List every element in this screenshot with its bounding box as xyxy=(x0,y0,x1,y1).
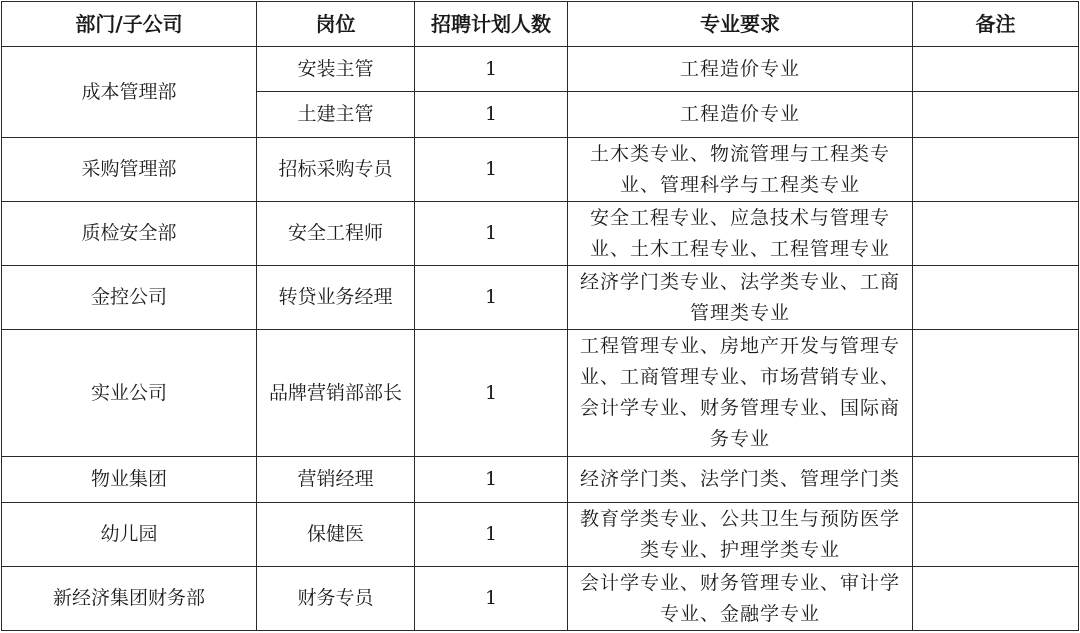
position-cell: 品牌营销部部长 xyxy=(257,330,415,457)
header-row xyxy=(2,2,1079,47)
table-row xyxy=(2,457,1079,503)
count-cell: 1 xyxy=(415,266,568,330)
requirements-cell: 土木类专业、物流管理与工程类专 业、管理科学与工程类专业 xyxy=(568,138,913,202)
count-cell: 1 xyxy=(415,47,568,92)
notes-cell xyxy=(913,503,1079,567)
requirements-cell: 经济学门类、法学门类、管理学门类 xyxy=(568,457,913,503)
position-cell: 财务专员 xyxy=(257,567,415,631)
position-cell: 安全工程师 xyxy=(257,202,415,266)
count-cell: 1 xyxy=(415,202,568,266)
requirements-cell: 经济学门类专业、法学类专业、工商 管理类专业 xyxy=(568,266,913,330)
position-cell: 招标采购专员 xyxy=(257,138,415,202)
count-cell: 1 xyxy=(415,330,568,457)
notes-cell xyxy=(913,138,1079,202)
table-row xyxy=(2,503,1079,567)
count-cell: 1 xyxy=(415,457,568,503)
count-cell: 1 xyxy=(415,503,568,567)
position-cell: 安装主管 xyxy=(257,47,415,92)
count-cell: 1 xyxy=(415,92,568,138)
requirements-cell: 工程造价专业 xyxy=(568,92,913,138)
position-cell: 营销经理 xyxy=(257,457,415,503)
position-cell: 转贷业务经理 xyxy=(257,266,415,330)
header-notes: 备注 xyxy=(913,2,1079,47)
table-row xyxy=(2,266,1079,330)
header-position: 岗位 xyxy=(257,2,415,47)
count-cell: 1 xyxy=(415,567,568,631)
notes-cell xyxy=(913,47,1079,92)
notes-cell xyxy=(913,266,1079,330)
requirements-cell: 工程造价专业 xyxy=(568,47,913,92)
table-row xyxy=(2,567,1079,631)
table-row xyxy=(2,202,1079,266)
table-row xyxy=(2,138,1079,202)
dept-cell: 质检安全部 xyxy=(2,202,257,266)
notes-cell xyxy=(913,567,1079,631)
requirements-cell: 会计学专业、财务管理专业、审计学 专业、金融学专业 xyxy=(568,567,913,631)
requirements-cell: 教育学类专业、公共卫生与预防医学 类专业、护理学类专业 xyxy=(568,503,913,567)
header-requirements: 专业要求 xyxy=(568,2,913,47)
notes-cell xyxy=(913,202,1079,266)
table-row xyxy=(2,330,1079,457)
requirements-cell: 工程管理专业、房地产开发与管理专 业、工商管理专业、市场营销专业、 会计学专业、财务管理专业、国际商 务专业 xyxy=(568,330,913,457)
dept-cell: 幼儿园 xyxy=(2,503,257,567)
header-count: 招聘计划人数 xyxy=(415,2,568,47)
position-cell: 保健医 xyxy=(257,503,415,567)
recruitment-table xyxy=(1,1,1079,631)
notes-cell xyxy=(913,457,1079,503)
dept-cell: 金控公司 xyxy=(2,266,257,330)
requirements-cell: 安全工程专业、应急技术与管理专 业、土木工程专业、工程管理专业 xyxy=(568,202,913,266)
dept-cell: 采购管理部 xyxy=(2,138,257,202)
count-cell: 1 xyxy=(415,138,568,202)
dept-cell: 实业公司 xyxy=(2,330,257,457)
header-dept: 部门/子公司 xyxy=(2,2,257,47)
table-row xyxy=(2,47,1079,92)
position-cell: 土建主管 xyxy=(257,92,415,138)
notes-cell xyxy=(913,92,1079,138)
dept-cell: 物业集团 xyxy=(2,457,257,503)
notes-cell xyxy=(913,330,1079,457)
dept-cell: 成本管理部 xyxy=(2,47,257,138)
dept-cell: 新经济集团财务部 xyxy=(2,567,257,631)
